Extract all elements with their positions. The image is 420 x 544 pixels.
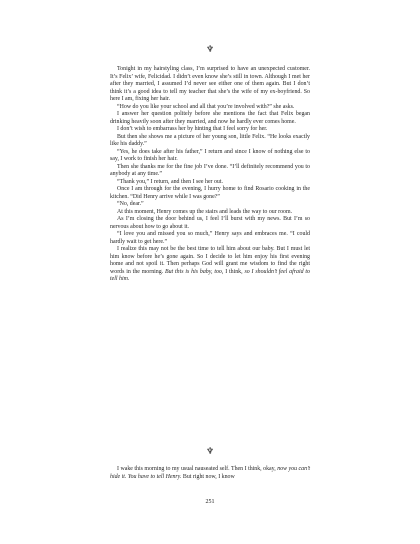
section-ornament-top: ♆ [205,44,215,54]
paragraph [110,66,310,104]
paragraph [110,246,310,284]
paragraph [110,216,310,231]
paragraph [110,201,310,209]
paragraph-text: Once I am through for the evening, I hurry home to find Rosario cooking in the kitchen. “Did Henry arrive while I was gone?” [110,186,310,200]
paragraph-text: I wake this morning to my usual nauseated self. Then I think, okay, [117,466,278,472]
paragraph [110,466,310,481]
paragraph [110,104,310,112]
paragraph [110,164,310,179]
paragraph-text: “I love you and missed you so much,” Henry says and embraces me. “I could hardly wait to get here.” [110,231,310,245]
paragraph-text: I realize this may not be the best time to tell him about our baby. But I must let him know before he’s gone again. So I decide to let him enjoy his first evening home and not spoil it. Then perhaps God will grant me wisdom to find the right words in the morning. [110,246,310,275]
paragraph-text: “Thank you,” I return, and then I see her out. [117,178,223,185]
italic-text: now you can’t hide it. You have to tell Henry. [110,466,310,480]
italic-text: so I shouldn’t feel afraid to tell him. [110,268,310,282]
page-number: 251 [205,499,215,505]
paragraph-text: I think, [223,268,245,275]
paragraph-text: I answer her question politely before she mentions the fact that Felix began drinking heavily soon after they married, and now he hardly ever comes home. [110,111,310,125]
paragraph-text: At this moment, Henry comes up the stairs and leads the way to our room. [117,208,293,215]
paragraph [110,126,310,134]
paragraph [110,209,310,217]
section-2-text [110,466,310,481]
paragraph-text: Tonight in my hairstyling class, I’m surprised to have an unexpected customer. It’s Felix’ wife, Felicidad. I didn’t even know she’s still in town. Although I met her after they married, I assumed I’d never see either one of them again. But I don’t think it’s a good idea to tell my teacher that she’s the wife of my ex-boyfriend. So here I am, fixing her hair. [110,66,310,102]
paragraph [110,111,310,126]
paragraph-text: “No, dear.” [117,201,144,207]
section-ornament-middle: ♆ [205,446,215,456]
italic-text: But this is his baby, too, [165,268,224,275]
paragraph-text: “Yes, he does take after his father,” I return and since I know of nothing else to say, I work to finish her hair. [110,148,310,162]
section-1-text [110,66,310,284]
paragraph [110,231,310,246]
paragraph [110,186,310,201]
paragraph-text: “How do you like your school and all that you’re involved with?” she asks. [117,103,295,110]
paragraph [110,179,310,187]
paragraph [110,149,310,164]
paragraph-text: Then she thanks me for the fine job I’ve done. “I’ll definitely recommend you to anybody at any time.” [110,163,310,177]
paragraph-text: As I’m closing the door behind us, I feel I’ll burst with my news. But I’m so nervous about how to go about it. [110,216,310,230]
paragraph-text: I don’t wish to embarrass her by hinting that I feel sorry for her. [117,126,268,132]
paragraph-text: But right now, I know [181,473,235,480]
paragraph-text: But then she shows me a picture of her young son, little Felix. “He looks exactly like his daddy.” [110,133,310,147]
paragraph [110,134,310,149]
